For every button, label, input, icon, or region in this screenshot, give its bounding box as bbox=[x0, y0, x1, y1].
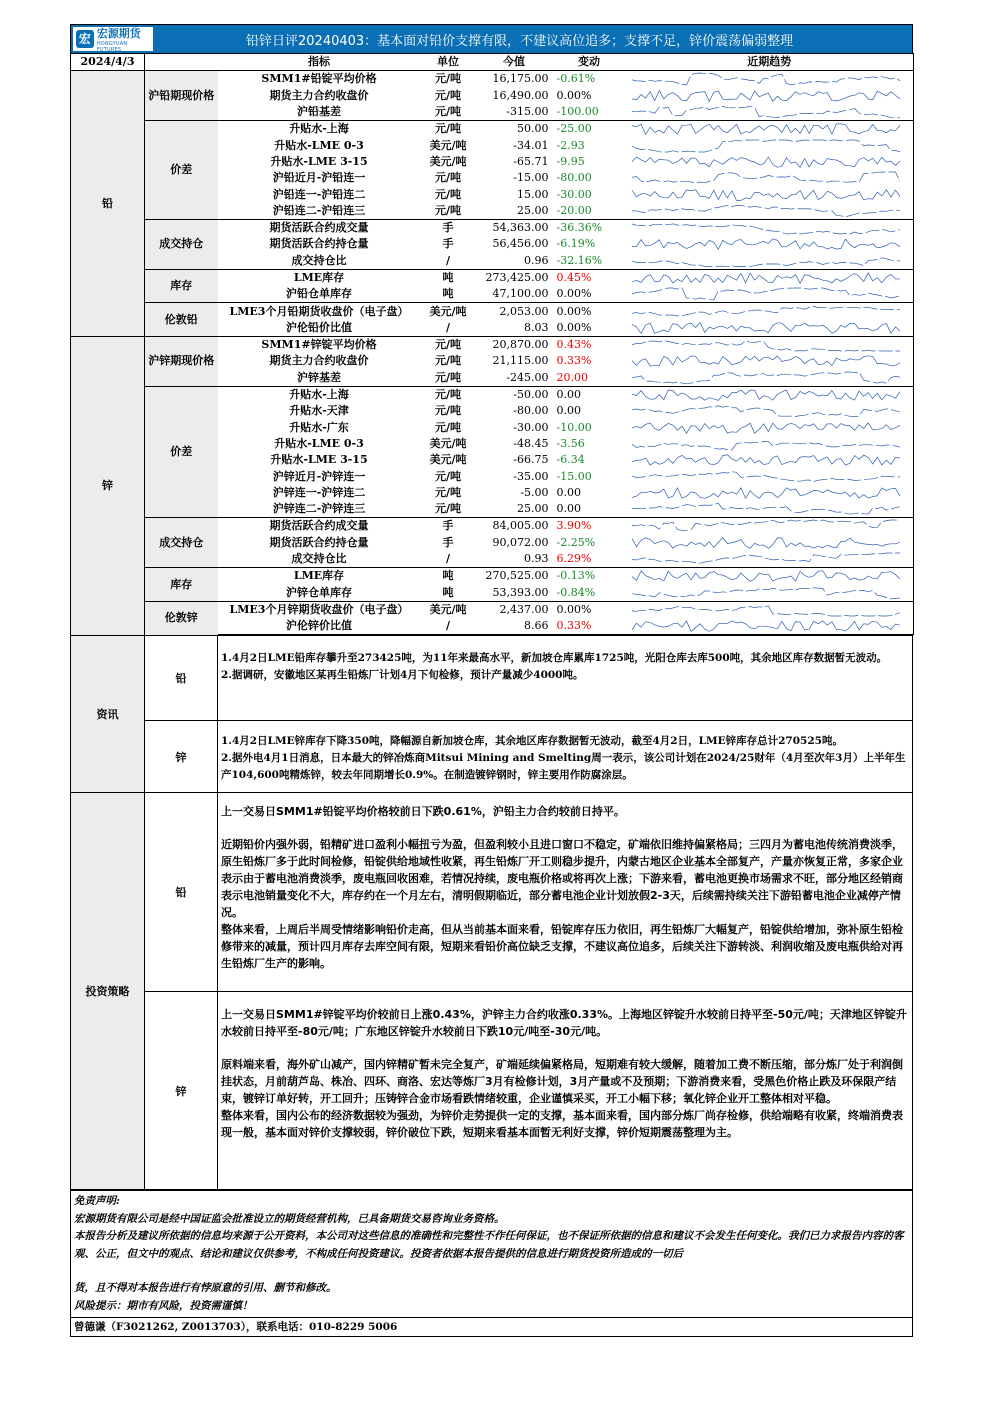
strategy-zinc bbox=[145, 992, 912, 1189]
value-cell: 25.00 bbox=[517, 502, 549, 516]
change-cell: 0.45% bbox=[553, 269, 626, 286]
disclaimer bbox=[70, 1190, 913, 1318]
value-cell: 21,115.00 bbox=[492, 354, 549, 368]
unit-cell: 美元/吨 bbox=[421, 601, 476, 618]
trend-sparkline bbox=[626, 437, 906, 451]
indicator-cell: 升贴水-上海 bbox=[218, 386, 421, 403]
indicator-cell: LME库存 bbox=[218, 568, 421, 585]
trend-sparkline bbox=[626, 72, 906, 86]
strategy-lead-label: 铅 bbox=[145, 793, 218, 991]
indicator-cell: SMM1#锌锭平均价格 bbox=[218, 337, 421, 354]
trend-cell bbox=[626, 269, 914, 286]
indicator-cell: LME库存 bbox=[218, 269, 421, 286]
unit-cell: 手 bbox=[421, 219, 476, 236]
trend-sparkline bbox=[626, 354, 906, 368]
indicator-cell: 升贴水-广东 bbox=[289, 420, 349, 434]
value-cell: 2,053.00 bbox=[476, 303, 553, 320]
unit-cell: 吨 bbox=[421, 568, 476, 585]
unit-cell: / bbox=[445, 320, 451, 334]
change-cell: 0.00 bbox=[556, 502, 581, 516]
indicator-cell: 沪锌近月-沪锌连一 bbox=[272, 469, 366, 483]
news-lead-label: 铅 bbox=[145, 636, 218, 720]
trend-cell bbox=[626, 370, 914, 387]
group-label: 价差 bbox=[145, 121, 218, 220]
trend-cell bbox=[626, 420, 914, 436]
unit-cell: 吨 bbox=[442, 287, 454, 301]
indicator-cell: 沪铅连一-沪铅连二 bbox=[272, 187, 366, 201]
value-cell: 270,525.00 bbox=[476, 568, 553, 585]
change-cell: 0.00% bbox=[556, 320, 592, 334]
value-cell: -65.71 bbox=[513, 154, 549, 168]
trend-cell bbox=[626, 88, 914, 104]
change-cell: -15.00 bbox=[556, 469, 592, 483]
change-cell: -2.93 bbox=[556, 138, 585, 152]
indicator-cell: 沪铅基差 bbox=[297, 105, 341, 119]
value-cell: 56,456.00 bbox=[492, 237, 549, 251]
trend-sparkline bbox=[626, 536, 906, 550]
trend-sparkline bbox=[626, 287, 906, 301]
disclaimer-line-3: 货，且不得对本报告进行有悖原意的引用、删节和修改。 bbox=[74, 1282, 337, 1295]
trend-sparkline bbox=[626, 453, 906, 467]
change-cell: 20.00 bbox=[556, 370, 588, 384]
value-cell: 53,393.00 bbox=[492, 585, 549, 599]
report-title: 铅锌日评20240403：基本面对铅价支撑有限，不建议高位追多；支撑不足，锌价震荡偏弱整理 bbox=[246, 34, 794, 49]
unit-cell: 元/吨 bbox=[434, 502, 462, 516]
change-cell: -80.00 bbox=[556, 171, 592, 185]
table-row bbox=[71, 303, 914, 320]
table-row bbox=[71, 337, 914, 354]
trend-sparkline bbox=[626, 371, 906, 385]
trend-sparkline bbox=[626, 105, 906, 119]
indicator-cell: 升贴水-LME 0-3 bbox=[274, 138, 364, 152]
change-cell: -0.61% bbox=[556, 72, 596, 86]
unit-cell: 元/吨 bbox=[434, 404, 462, 418]
trend-cell bbox=[626, 203, 914, 220]
news-zinc-line-2: 2.据外电4月1日消息，日本最大的锌冶炼商Mitsui Mining and Smelting周一表示，该公司计划在2024/25财年（4月至次年3月）上半年生产104,600吨精炼锌，较去年同期增长0.9%。在制造镀锌钢时，锌主要用作防腐涂层。 bbox=[221, 752, 906, 782]
value-cell: 54,363.00 bbox=[476, 219, 553, 236]
value-cell: -5.00 bbox=[520, 485, 549, 499]
value-cell: -15.00 bbox=[513, 171, 549, 185]
trend-cell bbox=[626, 219, 914, 236]
trend-sparkline bbox=[626, 552, 906, 566]
trend-cell bbox=[626, 452, 914, 468]
unit-cell: 元/吨 bbox=[434, 354, 462, 368]
news-zinc bbox=[145, 721, 912, 792]
col-unit: 单位 bbox=[421, 54, 476, 71]
value-cell: 8.66 bbox=[476, 618, 553, 635]
change-cell: -6.19% bbox=[556, 237, 596, 251]
group-label: 沪锌期现价格 bbox=[145, 337, 218, 387]
indicator-cell: 升贴水-LME 3-15 bbox=[270, 453, 368, 467]
change-cell: -30.00 bbox=[556, 187, 592, 201]
trend-cell bbox=[626, 104, 914, 121]
trend-sparkline bbox=[626, 122, 906, 136]
indicator-table bbox=[70, 53, 914, 635]
change-cell: -10.00 bbox=[556, 420, 592, 434]
value-cell: -35.00 bbox=[513, 469, 549, 483]
trend-sparkline bbox=[626, 221, 906, 235]
unit-cell: 美元/吨 bbox=[429, 138, 467, 152]
trend-cell bbox=[626, 436, 914, 452]
unit-cell: 元/吨 bbox=[434, 203, 462, 217]
trend-sparkline bbox=[626, 171, 906, 185]
indicator-cell: LME3个月铅期货收盘价（电子盘） bbox=[218, 303, 421, 320]
unit-cell: / bbox=[421, 618, 476, 635]
indicator-cell: 期货活跃合约成交量 bbox=[218, 518, 421, 535]
trend-cell bbox=[626, 253, 914, 270]
news-label: 资讯 bbox=[71, 636, 145, 792]
indicator-cell: 沪锌仓单库存 bbox=[286, 585, 352, 599]
indicator-cell: 期货活跃合约成交量 bbox=[218, 219, 421, 236]
unit-cell: 美元/吨 bbox=[421, 303, 476, 320]
unit-cell: 元/吨 bbox=[434, 370, 462, 384]
indicator-cell: 成交持仓比 bbox=[291, 552, 347, 566]
indicator-cell: SMM1#铅锭平均价格 bbox=[261, 72, 377, 86]
unit-cell: 手 bbox=[442, 237, 454, 251]
change-cell: -32.16% bbox=[556, 253, 603, 267]
trend-sparkline bbox=[626, 237, 906, 251]
table-date: 2024/4/3 bbox=[71, 54, 145, 71]
strategy-zinc-para-3: 整体来看，国内公布的经济数据较为强劲，为锌价走势提供一定的支撑，基本面来看，国内部分炼厂尚存检修，供给端略有收紧，终端消费表现一般，基本面对锌价支撑较弱，锌价破位下跌，短期来看基本面暂无利好支撑，锌价短期震荡整理为主。 bbox=[221, 1109, 903, 1140]
table-row bbox=[71, 518, 914, 535]
change-cell: -0.84% bbox=[556, 585, 596, 599]
unit-cell: 元/吨 bbox=[434, 88, 462, 102]
news-lead-line-1: 1.4月2日LME铅库存攀升至273425吨，为11年来最高水平，新加坡仓库累库1725吨，光阳仓库去库500吨，其余地区库存数据暂无波动。 bbox=[221, 652, 888, 665]
logo-english-name: HONGYUAN FUTURES bbox=[96, 41, 128, 53]
indicator-cell: 升贴水-天津 bbox=[289, 404, 349, 418]
value-cell: -30.00 bbox=[513, 420, 549, 434]
report-header bbox=[70, 24, 913, 53]
value-cell: 25.00 bbox=[517, 203, 549, 217]
group-label: 成交持仓 bbox=[145, 219, 218, 269]
unit-cell: 元/吨 bbox=[434, 171, 462, 185]
value-cell: 0.96 bbox=[524, 253, 549, 267]
indicator-cell: 成交持仓比 bbox=[291, 253, 347, 267]
unit-cell: 手 bbox=[442, 535, 454, 549]
change-cell: -36.36% bbox=[553, 219, 626, 236]
unit-cell: / bbox=[445, 552, 451, 566]
change-cell: 0.00% bbox=[556, 88, 592, 102]
trend-sparkline bbox=[626, 338, 906, 352]
group-label: 伦敦锌 bbox=[145, 601, 218, 635]
trend-cell bbox=[626, 236, 914, 252]
change-cell: 0.00% bbox=[556, 287, 592, 301]
company-logo bbox=[73, 27, 153, 51]
group-label: 沪铅期现价格 bbox=[145, 71, 218, 121]
risk-warning: 风险提示：期市有风险，投资需谨慎！ bbox=[74, 1299, 253, 1312]
group-label: 价差 bbox=[145, 386, 218, 517]
trend-cell bbox=[626, 501, 914, 518]
table-row bbox=[71, 121, 914, 138]
unit-cell: 手 bbox=[421, 518, 476, 535]
metal-label: 铅 bbox=[71, 71, 145, 337]
unit-cell: 元/吨 bbox=[434, 72, 462, 86]
change-cell: -100.00 bbox=[556, 105, 599, 119]
trend-cell bbox=[626, 618, 914, 635]
indicator-cell: 沪锌基差 bbox=[297, 370, 341, 384]
trend-sparkline bbox=[626, 603, 906, 617]
trend-sparkline bbox=[626, 305, 906, 319]
indicator-cell: 期货活跃合约持仓量 bbox=[269, 535, 369, 549]
indicator-cell: 升贴水-上海 bbox=[218, 121, 421, 138]
strategy-section bbox=[70, 793, 913, 1190]
change-cell: -0.13% bbox=[553, 568, 626, 585]
disclaimer-line-1: 宏源期货有限公司是经中国证监会批准设立的期货经营机构，已具备期货交易咨询业务资格。 bbox=[74, 1212, 505, 1225]
table-row bbox=[71, 601, 914, 618]
table-row bbox=[71, 568, 914, 585]
value-cell: 50.00 bbox=[476, 121, 553, 138]
unit-cell: 美元/吨 bbox=[429, 436, 467, 450]
change-cell: 0.43% bbox=[553, 337, 626, 354]
table-row bbox=[71, 386, 914, 403]
trend-cell bbox=[626, 386, 914, 403]
trend-cell bbox=[626, 71, 914, 88]
change-cell: 0.33% bbox=[553, 618, 626, 635]
change-cell: 0.00 bbox=[553, 386, 626, 403]
trend-sparkline bbox=[626, 254, 906, 268]
indicator-cell: LME3个月锌期货收盘价（电子盘） bbox=[218, 601, 421, 618]
unit-cell: 元/吨 bbox=[421, 121, 476, 138]
trend-sparkline bbox=[626, 421, 906, 435]
trend-cell bbox=[626, 286, 914, 303]
trend-sparkline bbox=[626, 139, 906, 153]
trend-sparkline bbox=[626, 188, 906, 202]
trend-sparkline bbox=[626, 470, 906, 484]
value-cell: 90,072.00 bbox=[492, 535, 549, 549]
strategy-lead bbox=[145, 793, 912, 992]
trend-cell bbox=[626, 585, 914, 602]
trend-sparkline bbox=[626, 155, 906, 169]
strategy-lead-para-3: 整体来看，上周后半周受情绪影响铅价走高，但从当前基本面来看，铅锭库存压力依旧，再生铅炼厂大幅复产，铅锭供给增加，弥补原生铅检修带来的减量，预计四月库存去库空间有限，短期来看铅价高位缺乏支撑，不建议高位追多，后续关注下游转淡、利润收缩及废电瓶供给对再生铅炼厂生产的影响。 bbox=[221, 923, 903, 971]
trend-cell bbox=[626, 170, 914, 186]
value-cell: 16,490.00 bbox=[492, 88, 549, 102]
indicator-cell: 沪伦锌价比值 bbox=[218, 618, 421, 635]
value-cell: -315.00 bbox=[506, 105, 549, 119]
value-cell: -245.00 bbox=[506, 370, 549, 384]
trend-sparkline bbox=[626, 271, 906, 285]
trend-cell bbox=[626, 535, 914, 551]
unit-cell: 元/吨 bbox=[434, 105, 462, 119]
indicator-cell: 期货主力合约收盘价 bbox=[269, 88, 369, 102]
unit-cell: 元/吨 bbox=[421, 337, 476, 354]
col-value: 今值 bbox=[476, 54, 553, 71]
trend-cell bbox=[626, 353, 914, 369]
unit-cell: 吨 bbox=[442, 585, 454, 599]
unit-cell: / bbox=[445, 253, 451, 267]
logo-icon: 宏 bbox=[76, 30, 94, 48]
strategy-zinc-para-2: 原料端来看，海外矿山减产，国内锌精矿暂未完全复产，矿端延续偏紧格局，短期难有较大缓解，随着加工费不断压缩，部分炼厂处于利润倒挂状态，月前葫芦岛、株冶、四环、商洛、宏达等炼厂3月有检修计划，3月产量或不及预期；下游消费来看，受黑色价格止跌及环保限产结束，镀锌订单好转，开工回升；压铸锌合金市场看跌情绪较重，企业谨慎采买，开工小幅下移；氧化锌企业开工整体相对平稳。 bbox=[221, 1058, 903, 1106]
logo-name: 宏源期货 bbox=[96, 27, 141, 40]
news-zinc-line-1: 1.4月2日LME锌库存下降350吨，降幅源自新加坡仓库，其余地区库存数据暂无波动，截至4月2日，LME锌库存总计270525吨。 bbox=[221, 735, 843, 748]
trend-cell bbox=[626, 337, 914, 354]
unit-cell: 元/吨 bbox=[434, 420, 462, 434]
value-cell: 47,100.00 bbox=[492, 287, 549, 301]
indicator-cell: 期货主力合约收盘价 bbox=[269, 354, 369, 368]
trend-cell bbox=[626, 320, 914, 337]
strategy-zinc-label: 锌 bbox=[145, 992, 218, 1189]
metal-label: 锌 bbox=[71, 337, 145, 635]
trend-sparkline bbox=[626, 388, 906, 402]
trend-cell bbox=[626, 551, 914, 568]
indicator-cell: 沪锌连二-沪锌连三 bbox=[272, 502, 366, 516]
trend-cell bbox=[626, 601, 914, 618]
indicator-cell: 沪铅连二-沪铅连三 bbox=[272, 203, 366, 217]
value-cell: 2,437.00 bbox=[476, 601, 553, 618]
indicator-cell: 沪铅近月-沪铅连一 bbox=[272, 171, 366, 185]
col-trend: 近期趋势 bbox=[626, 54, 914, 71]
indicator-cell: 升贴水-LME 0-3 bbox=[274, 436, 364, 450]
strategy-zinc-para-1: 上一交易日SMM1#锌锭平均价较前日上涨0.43%，沪锌主力合约收涨0.33%。上海地区锌锭升水较前日持平至-50元/吨；天津地区锌锭升水较前日持平至-80元/吨；广东地区锌锭升水较前日下跌10元/吨至-30元/吨。 bbox=[221, 1008, 907, 1039]
strategy-lead-para-2: 近期铅价内强外弱，铅精矿进口盈利小幅扭亏为盈，但盈利较小且进口窗口不稳定，矿端依旧维持偏紧格局；三四月为蓄电池传统消费淡季，原生铅炼厂多于此时间检修，铅锭供给地域性收紧，再生铅炼厂开工则稳步提升，内蒙古地区企业基本全部复产，产量亦恢复正常，多家企业表示由于蓄电池消费淡季，废电瓶回收困难，若情况持续，废电瓶价格或将再次上涨；下游来看，蓄电池更换市场需求不旺，部分地区经销商表示电池销量变化不大，库存约在一个月左右，清明假期临近，部分蓄电池企业计划放假2-3天，后续需持续关注下游铅蓄电池企业减停产情况。 bbox=[221, 838, 903, 920]
trend-sparkline bbox=[626, 569, 906, 583]
indicator-cell: 升贴水-LME 3-15 bbox=[270, 154, 368, 168]
report-page bbox=[70, 24, 913, 1337]
trend-cell bbox=[626, 154, 914, 170]
indicator-cell: 期货活跃合约持仓量 bbox=[269, 237, 369, 251]
trend-cell bbox=[626, 186, 914, 202]
unit-cell: 元/吨 bbox=[434, 187, 462, 201]
trend-cell bbox=[626, 137, 914, 153]
value-cell: -48.45 bbox=[513, 436, 549, 450]
trend-sparkline bbox=[626, 486, 906, 500]
disclaimer-title: 免责声明: bbox=[74, 1195, 120, 1208]
trend-cell bbox=[626, 303, 914, 320]
value-cell: 273,425.00 bbox=[476, 269, 553, 286]
disclaimer-line-2: 本报告分析及建议所依据的信息均来源于公开资料，本公司对这些信息的准确性和完整性不作任何保证，也不保证所依据的信息和建议不会发生任何变化。我们已力求报告内容的客观、公正，但文中的观点、结论和建议仅供参考，不构成任何投资建议。投资者依据本报告提供的信息进行期货投资所造成的一切后 bbox=[74, 1230, 904, 1260]
change-cell: -25.00 bbox=[553, 121, 626, 138]
strategy-lead-para-1: 上一交易日SMM1#铅锭平均价格较前日下跌0.61%，沪铅主力合约较前日持平。 bbox=[221, 805, 625, 819]
trend-sparkline bbox=[626, 321, 906, 335]
change-cell: -20.00 bbox=[556, 203, 592, 217]
change-cell: -9.95 bbox=[556, 154, 585, 168]
value-cell: -50.00 bbox=[476, 386, 553, 403]
unit-cell: 元/吨 bbox=[434, 469, 462, 483]
news-lead bbox=[145, 636, 912, 721]
change-cell: 0.00% bbox=[553, 601, 626, 618]
col-indicator: 指标 bbox=[218, 54, 421, 71]
trend-sparkline bbox=[626, 502, 906, 516]
value-cell: -80.00 bbox=[513, 404, 549, 418]
value-cell: 8.03 bbox=[524, 320, 549, 334]
table-row bbox=[71, 269, 914, 286]
unit-cell: 元/吨 bbox=[421, 386, 476, 403]
change-cell: 6.29% bbox=[556, 552, 592, 566]
value-cell: 20,870.00 bbox=[476, 337, 553, 354]
trend-sparkline bbox=[626, 586, 906, 600]
trend-cell bbox=[626, 518, 914, 535]
trend-cell bbox=[626, 121, 914, 138]
trend-cell bbox=[626, 485, 914, 501]
table-row bbox=[71, 71, 914, 88]
trend-cell bbox=[626, 568, 914, 585]
analyst-contact: 曾德谦（F3021262, Z0013703），联系电话：010-8229 5006 bbox=[70, 1318, 913, 1337]
group-label: 库存 bbox=[145, 269, 218, 303]
trend-sparkline bbox=[626, 519, 906, 533]
unit-cell: 吨 bbox=[421, 269, 476, 286]
value-cell: 16,175.00 bbox=[492, 72, 549, 86]
change-cell: -3.56 bbox=[556, 436, 585, 450]
trend-sparkline bbox=[626, 204, 906, 218]
news-lead-line-2: 2.据调研，安徽地区某再生铅炼厂计划4月下旬检修，预计产量减少4000吨。 bbox=[221, 669, 584, 682]
value-cell: 84,005.00 bbox=[476, 518, 553, 535]
unit-cell: 美元/吨 bbox=[429, 453, 467, 467]
indicator-cell: 沪伦铅价比值 bbox=[286, 320, 352, 334]
news-zinc-label: 锌 bbox=[145, 721, 218, 792]
value-cell: 15.00 bbox=[517, 187, 549, 201]
change-cell: 0.00% bbox=[553, 303, 626, 320]
col-change: 变动 bbox=[553, 54, 626, 71]
value-cell: 0.93 bbox=[524, 552, 549, 566]
table-row bbox=[71, 219, 914, 236]
change-cell: 0.00 bbox=[556, 404, 581, 418]
group-label: 伦敦铅 bbox=[145, 303, 218, 337]
change-cell: -2.25% bbox=[556, 535, 596, 549]
trend-sparkline bbox=[626, 89, 906, 103]
value-cell: -66.75 bbox=[513, 453, 549, 467]
strategy-label: 投资策略 bbox=[71, 793, 145, 1189]
trend-cell bbox=[626, 468, 914, 484]
trend-sparkline bbox=[626, 619, 906, 633]
unit-cell: 美元/吨 bbox=[429, 154, 467, 168]
change-cell: 0.00 bbox=[556, 485, 581, 499]
indicator-cell: 沪铅仓单库存 bbox=[286, 287, 352, 301]
trend-cell bbox=[626, 403, 914, 419]
group-label: 成交持仓 bbox=[145, 518, 218, 568]
unit-cell: 元/吨 bbox=[434, 485, 462, 499]
indicator-cell: 沪锌连一-沪锌连二 bbox=[272, 485, 366, 499]
change-cell: 0.33% bbox=[556, 354, 592, 368]
value-cell: -34.01 bbox=[513, 138, 549, 152]
change-cell: -6.34 bbox=[556, 453, 585, 467]
group-label: 库存 bbox=[145, 568, 218, 602]
trend-sparkline bbox=[626, 404, 906, 418]
table-header-row bbox=[71, 54, 914, 71]
change-cell: 3.90% bbox=[553, 518, 626, 535]
news-section bbox=[70, 635, 913, 793]
